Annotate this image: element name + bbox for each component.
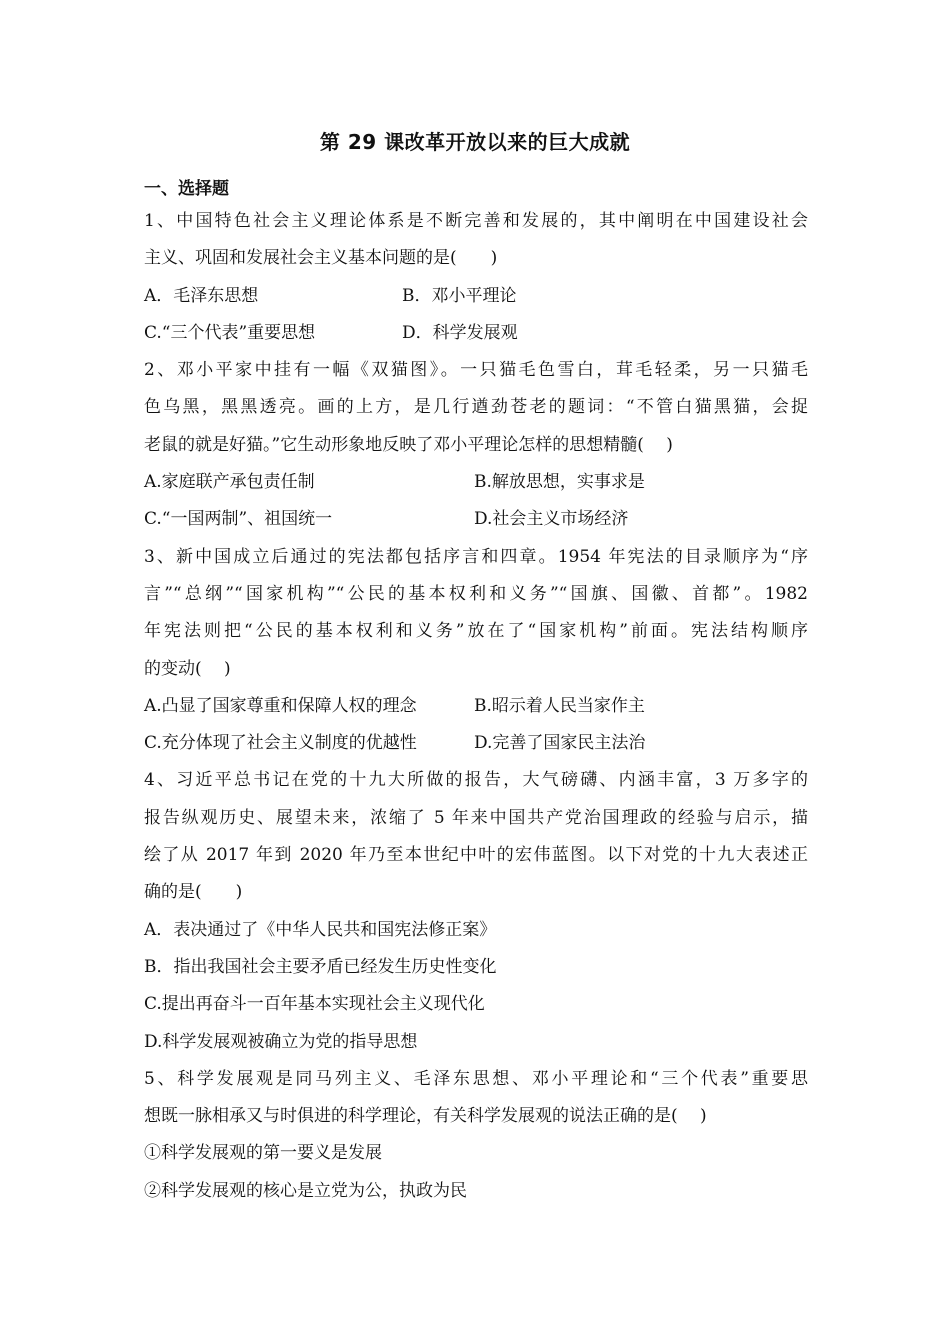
question-4-line: 确的是( ) <box>144 882 243 903</box>
option-b: B．指出我国社会主要矛盾已经发生历史性变化 <box>144 956 497 977</box>
option-c: C.充分体现了社会主义制度的优越性 <box>144 733 417 754</box>
statement-2: ②科学发展观的核心是立党为公，执政为民 <box>144 1180 467 1201</box>
question-5-line: 想既一脉相承又与时俱进的科学理论，有关科学发展观的说法正确的是( ) <box>144 1106 707 1127</box>
option-d: D.完善了国家民主法治 <box>474 733 646 754</box>
option-d: D.社会主义市场经济 <box>474 509 629 530</box>
question-3-line: 的变动( ) <box>144 658 231 679</box>
question-2 <box>144 352 808 538</box>
question-1-options-row <box>144 315 808 352</box>
option-a: A.凸显了国家尊重和保障人权的理念 <box>144 695 417 716</box>
option-d: D.科学发展观被确立为党的指导思想 <box>144 1031 418 1052</box>
question-2-line: 老鼠的就是好猫。”它生动形象地反映了邓小平理论怎样的思想精髓( ) <box>144 434 673 455</box>
option-b: B.昭示着人民当家作主 <box>474 695 645 716</box>
statement-1: ①科学发展观的第一要义是发展 <box>144 1143 382 1164</box>
question-2-options-row <box>144 501 808 538</box>
question-2-options-row <box>144 464 808 501</box>
section-heading: 一、选择题 <box>144 179 229 199</box>
option-a: A．表决通过了《中华人民共和国宪法修正案》 <box>144 919 497 940</box>
question-3-line: 言”“总纲”“国家机构”“公民的基本权利和义务”“国旗、国徽、首都”。1982 <box>144 583 808 604</box>
question-3-line: 年宪法则把“公民的基本权利和义务”放在了“国家机构”前面。宪法结构顺序 <box>144 621 808 642</box>
question-3-options-row <box>144 688 808 725</box>
option-a: A．毛泽东思想 <box>144 285 259 306</box>
question-3-line: 3、新中国成立后通过的宪法都包括序言和四章。1954 年宪法的目录顺序为“序 <box>144 546 808 567</box>
question-1-line: 1、中国特色社会主义理论体系是不断完善和发展的，其中阐明在中国建设社会 <box>144 211 808 231</box>
question-4-line: 绘了从 2017 年到 2020 年乃至本世纪中叶的宏伟蓝图。以下对党的十九大表述正 <box>144 845 808 866</box>
option-c: C.“三个代表”重要思想 <box>144 322 316 343</box>
page-title: 第 29 课改革开放以来的巨大成就 <box>319 130 631 154</box>
question-3-options-row <box>144 725 808 762</box>
option-a: A.家庭联产承包责任制 <box>144 472 315 493</box>
question-2-line: 2、邓小平家中挂有一幅《双猫图》。一只猫毛色雪白，茸毛轻柔，另一只猫毛 <box>144 360 808 381</box>
question-4-line: 报告纵观历史、展望未来，浓缩了 5 年来中国共产党治国理政的经验与启示，描 <box>144 807 808 828</box>
question-list <box>144 203 808 1210</box>
question-4 <box>144 762 808 1060</box>
question-5-line: 5、科学发展观是同马列主义、毛泽东思想、邓小平理论和“三个代表”重要思 <box>144 1068 808 1089</box>
question-1-options-row <box>144 278 808 315</box>
question-2-line: 色乌黑，黑黑透亮。画的上方，是几行遒劲苍老的题词：“不管白猫黑猫，会捉 <box>144 397 808 418</box>
question-5 <box>144 1061 808 1210</box>
option-d: D．科学发展观 <box>402 322 518 343</box>
question-1-line: 主义、巩固和发展社会主义基本问题的是( ) <box>144 248 498 269</box>
question-4-line: 4、习近平总书记在党的十九大所做的报告，大气磅礴、内涵丰富，3 万多字的 <box>144 770 808 791</box>
option-b: B．邓小平理论 <box>402 285 517 306</box>
option-b: B.解放思想，实事求是 <box>474 472 645 493</box>
question-3 <box>144 539 808 763</box>
question-1 <box>144 203 808 352</box>
option-c: C.提出再奋斗一百年基本实现社会主义现代化 <box>144 994 485 1015</box>
option-c: C.“一国两制”、祖国统一 <box>144 509 333 530</box>
